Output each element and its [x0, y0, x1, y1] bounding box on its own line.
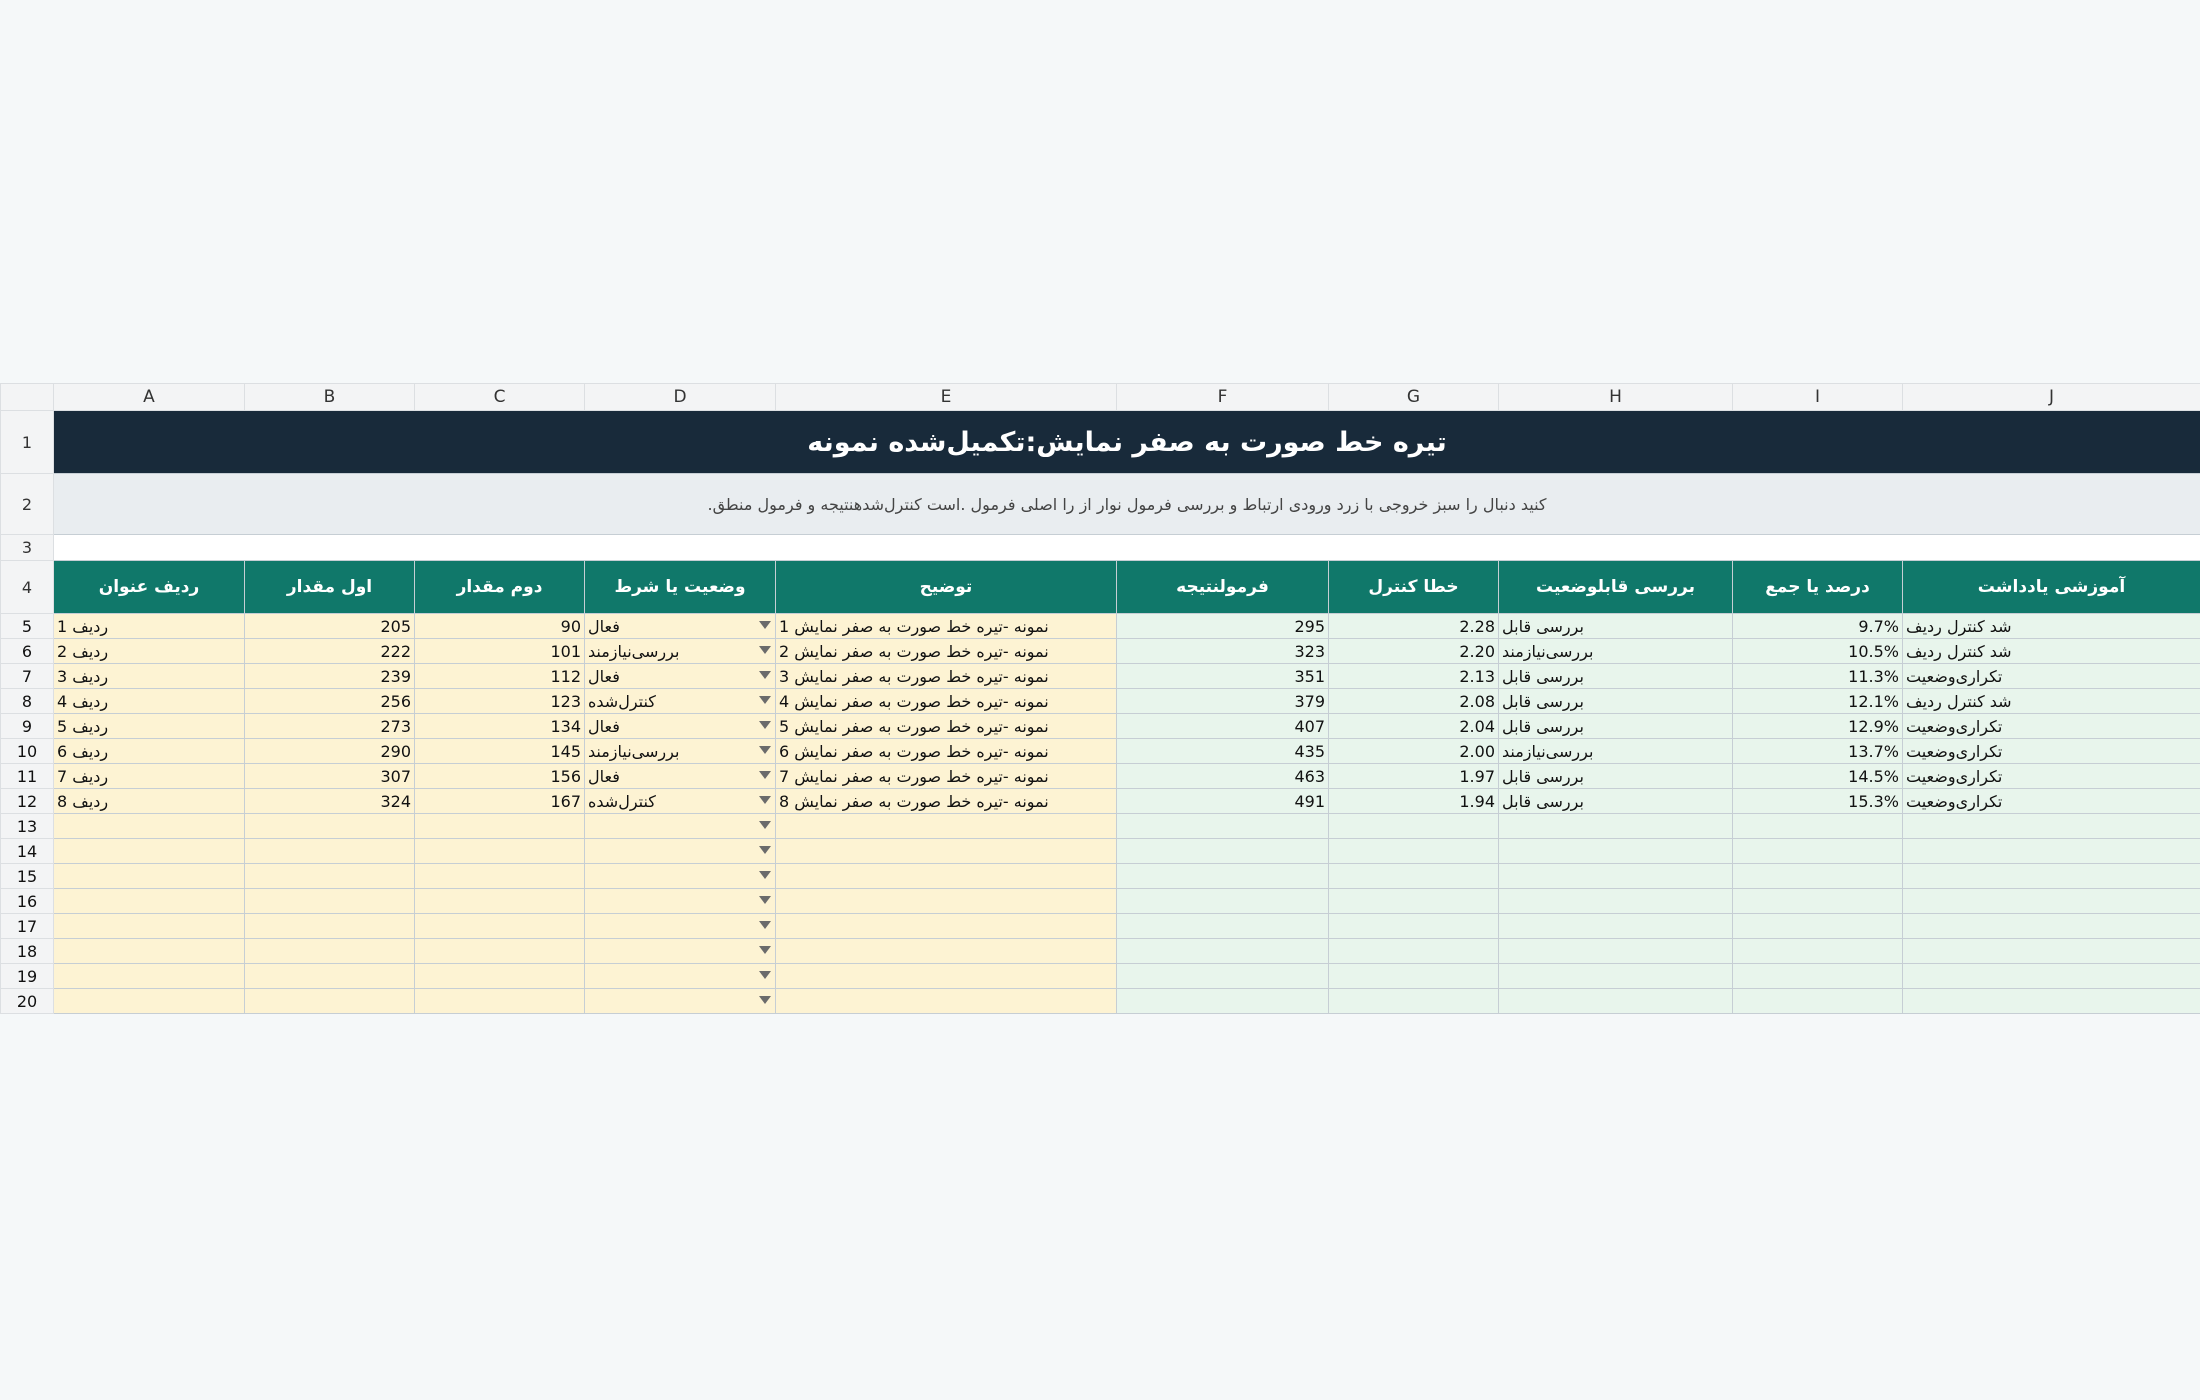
dropdown-value [585, 917, 588, 936]
table-row [1, 789, 2200, 814]
header-cell[interactable]: وضعیت یا شرط [585, 561, 776, 614]
dropdown-value [585, 992, 588, 1011]
description-cell[interactable] [776, 964, 1117, 989]
percent-cell[interactable] [1733, 964, 1903, 989]
header-cell[interactable]: توضیح [776, 561, 1117, 614]
row-title-cell[interactable]: ردیف 6 [54, 739, 245, 764]
column-header-i[interactable]: I [1733, 384, 1903, 411]
second-value-cell[interactable] [415, 889, 585, 914]
status-dropdown-cell[interactable] [585, 789, 776, 814]
dropdown-value: فعال [588, 716, 620, 736]
review-status-cell[interactable]: بررسی‌نیازمند [1499, 639, 1733, 664]
second-value-cell[interactable]: 101 [415, 639, 585, 664]
formula-result-cell[interactable]: 491 [1117, 789, 1329, 814]
review-status-cell[interactable] [1499, 964, 1733, 989]
error-check-cell[interactable]: 1.94 [1329, 789, 1499, 814]
description-cell[interactable]: 1 نمونه -تیره خط صورت به صفر نمایش [776, 614, 1117, 639]
error-check-cell[interactable] [1329, 814, 1499, 839]
description-cell[interactable] [776, 989, 1117, 1014]
dropdown-arrow-icon[interactable] [759, 871, 771, 879]
note-cell[interactable] [1903, 864, 2200, 889]
error-check-cell[interactable] [1329, 839, 1499, 864]
header-cell[interactable]: خطا کنترل [1329, 561, 1499, 614]
first-value-cell[interactable] [245, 964, 415, 989]
description-cell[interactable]: 2 نمونه -تیره خط صورت به صفر نمایش [776, 639, 1117, 664]
empty-row [1, 964, 2200, 989]
status-dropdown-cell[interactable] [585, 839, 776, 864]
second-value-cell[interactable] [415, 814, 585, 839]
table-row [1, 689, 2200, 714]
formula-result-cell[interactable]: 379 [1117, 689, 1329, 714]
note-cell[interactable]: شد کنترل ردیف [1903, 639, 2200, 664]
second-value-cell[interactable]: 145 [415, 739, 585, 764]
second-value-cell[interactable] [415, 914, 585, 939]
header-cell[interactable]: اول مقدار [245, 561, 415, 614]
header-cell[interactable]: درصد یا جمع [1733, 561, 1903, 614]
column-header-f[interactable]: F [1117, 384, 1329, 411]
percent-cell[interactable]: 15.3% [1733, 789, 1903, 814]
percent-cell[interactable] [1733, 914, 1903, 939]
column-header-j[interactable]: J [1903, 384, 2200, 411]
error-check-cell[interactable] [1329, 864, 1499, 889]
dropdown-arrow-icon[interactable] [759, 671, 771, 679]
column-header-c[interactable]: C [415, 384, 585, 411]
row-title-cell[interactable]: ردیف 3 [54, 664, 245, 689]
row-title-cell[interactable] [54, 889, 245, 914]
review-status-cell[interactable]: بررسی قابل [1499, 714, 1733, 739]
second-value-cell[interactable] [415, 964, 585, 989]
formula-result-cell[interactable]: 435 [1117, 739, 1329, 764]
formula-result-cell[interactable]: 295 [1117, 614, 1329, 639]
first-value-cell[interactable] [245, 989, 415, 1014]
row-title-cell[interactable]: ردیف 1 [54, 614, 245, 639]
description-cell[interactable]: 8 نمونه -تیره خط صورت به صفر نمایش [776, 789, 1117, 814]
header-cell[interactable]: ردیف عنوان [54, 561, 245, 614]
row-number[interactable]: 11 [1, 764, 54, 789]
percent-cell[interactable] [1733, 939, 1903, 964]
row-number[interactable]: 2 [1, 474, 54, 535]
dropdown-value: فعال [588, 766, 620, 786]
empty-row [1, 839, 2200, 864]
status-dropdown-cell[interactable] [585, 939, 776, 964]
first-value-cell[interactable]: 307 [245, 764, 415, 789]
row-title-cell[interactable] [54, 989, 245, 1014]
column-header-g[interactable]: G [1329, 384, 1499, 411]
status-dropdown-cell[interactable] [585, 989, 776, 1014]
formula-result-cell[interactable] [1117, 864, 1329, 889]
formula-result-cell[interactable] [1117, 914, 1329, 939]
first-value-cell[interactable] [245, 839, 415, 864]
first-value-cell[interactable]: 205 [245, 614, 415, 639]
second-value-cell[interactable]: 156 [415, 764, 585, 789]
formula-result-cell[interactable]: 463 [1117, 764, 1329, 789]
table-row [1, 614, 2200, 639]
row-title-cell[interactable]: ردیف 7 [54, 764, 245, 789]
row-title-cell[interactable] [54, 939, 245, 964]
first-value-cell[interactable] [245, 889, 415, 914]
percent-cell[interactable]: 12.9% [1733, 714, 1903, 739]
description-cell[interactable]: 3 نمونه -تیره خط صورت به صفر نمایش [776, 664, 1117, 689]
review-status-cell[interactable]: بررسی قابل [1499, 689, 1733, 714]
row-number[interactable]: 3 [1, 535, 54, 561]
second-value-cell[interactable]: 123 [415, 689, 585, 714]
row-number[interactable]: 14 [1, 839, 54, 864]
blank-row [1, 535, 2200, 561]
error-check-cell[interactable] [1329, 964, 1499, 989]
first-value-cell[interactable]: 239 [245, 664, 415, 689]
header-cell[interactable]: فرمولنتیجه [1117, 561, 1329, 614]
formula-result-cell[interactable]: 323 [1117, 639, 1329, 664]
row-title-cell[interactable] [54, 914, 245, 939]
note-cell[interactable]: تکراری‌وضعیت [1903, 789, 2200, 814]
dropdown-arrow-icon[interactable] [759, 621, 771, 629]
row-number[interactable]: 13 [1, 814, 54, 839]
second-value-cell[interactable]: 112 [415, 664, 585, 689]
status-dropdown-cell[interactable] [585, 964, 776, 989]
note-cell[interactable] [1903, 914, 2200, 939]
status-dropdown-cell[interactable] [585, 764, 776, 789]
empty-row [1, 939, 2200, 964]
empty-row [1, 814, 2200, 839]
row-number[interactable]: 16 [1, 889, 54, 914]
description-cell[interactable] [776, 914, 1117, 939]
dropdown-value: فعال [588, 616, 620, 636]
empty-row [1, 864, 2200, 889]
formula-result-cell[interactable] [1117, 839, 1329, 864]
description-cell[interactable]: 7 نمونه -تیره خط صورت به صفر نمایش [776, 764, 1117, 789]
subtitle-row [1, 474, 2200, 535]
percent-cell[interactable]: 13.7% [1733, 739, 1903, 764]
first-value-cell[interactable] [245, 914, 415, 939]
empty-row [1, 914, 2200, 939]
review-status-cell[interactable] [1499, 914, 1733, 939]
spreadsheet [0, 383, 2200, 1014]
status-dropdown-cell[interactable] [585, 864, 776, 889]
blank-cell[interactable] [54, 535, 2200, 561]
description-cell[interactable]: 6 نمونه -تیره خط صورت به صفر نمایش [776, 739, 1117, 764]
row-number[interactable]: 5 [1, 614, 54, 639]
row-title-cell[interactable] [54, 839, 245, 864]
percent-cell[interactable] [1733, 889, 1903, 914]
row-number[interactable]: 12 [1, 789, 54, 814]
error-check-cell[interactable] [1329, 914, 1499, 939]
table-row [1, 739, 2200, 764]
formula-result-cell[interactable]: 351 [1117, 664, 1329, 689]
formula-result-cell[interactable]: 407 [1117, 714, 1329, 739]
review-status-cell[interactable] [1499, 989, 1733, 1014]
note-cell[interactable] [1903, 989, 2200, 1014]
column-header-e[interactable]: E [776, 384, 1117, 411]
dropdown-value: کنترل‌شده [588, 691, 656, 711]
formula-result-cell[interactable] [1117, 889, 1329, 914]
status-dropdown-cell[interactable] [585, 914, 776, 939]
row-number[interactable]: 15 [1, 864, 54, 889]
percent-cell[interactable]: 12.1% [1733, 689, 1903, 714]
description-cell[interactable] [776, 814, 1117, 839]
dropdown-value: فعال [588, 666, 620, 686]
second-value-cell[interactable] [415, 839, 585, 864]
row-title-cell[interactable] [54, 864, 245, 889]
row-number[interactable]: 17 [1, 914, 54, 939]
review-status-cell[interactable] [1499, 814, 1733, 839]
status-dropdown-cell[interactable] [585, 814, 776, 839]
note-cell[interactable]: تکراری‌وضعیت [1903, 664, 2200, 689]
review-status-cell[interactable]: بررسی قابل [1499, 664, 1733, 689]
dropdown-value [585, 817, 588, 836]
second-value-cell[interactable] [415, 989, 585, 1014]
note-cell[interactable] [1903, 964, 2200, 989]
error-check-cell[interactable]: 2.13 [1329, 664, 1499, 689]
second-value-cell[interactable] [415, 864, 585, 889]
column-header-b[interactable]: B [245, 384, 415, 411]
note-cell[interactable]: شد کنترل ردیف [1903, 689, 2200, 714]
dropdown-arrow-icon[interactable] [759, 771, 771, 779]
row-number[interactable]: 4 [1, 561, 54, 614]
row-number[interactable]: 6 [1, 639, 54, 664]
row-number[interactable]: 19 [1, 964, 54, 989]
table-row [1, 639, 2200, 664]
dropdown-arrow-icon[interactable] [759, 846, 771, 854]
percent-cell[interactable]: 10.5% [1733, 639, 1903, 664]
dropdown-arrow-icon[interactable] [759, 696, 771, 704]
note-cell[interactable]: تکراری‌وضعیت [1903, 714, 2200, 739]
dropdown-arrow-icon[interactable] [759, 946, 771, 954]
sheet-subtitle[interactable]: .کنید دنبال را سبز خروجی با زرد ورودی ارتباط و بررسی فرمول نوار از را اصلی فرمول .است کنترل‌شدهنتیجه و فرمول منطق [54, 474, 2200, 535]
percent-cell[interactable] [1733, 864, 1903, 889]
row-title-cell[interactable]: ردیف 4 [54, 689, 245, 714]
dropdown-arrow-icon[interactable] [759, 896, 771, 904]
status-dropdown-cell[interactable] [585, 739, 776, 764]
row-number[interactable]: 10 [1, 739, 54, 764]
error-check-cell[interactable] [1329, 939, 1499, 964]
error-check-cell[interactable]: 2.00 [1329, 739, 1499, 764]
row-number[interactable]: 7 [1, 664, 54, 689]
description-cell[interactable]: 4 نمونه -تیره خط صورت به صفر نمایش [776, 689, 1117, 714]
second-value-cell[interactable]: 90 [415, 614, 585, 639]
row-title-cell[interactable] [54, 964, 245, 989]
description-cell[interactable] [776, 839, 1117, 864]
sheet-title[interactable]: تیره خط صورت به صفر نمایش:تکمیل‌شده نمونه [54, 411, 2200, 474]
formula-result-cell[interactable] [1117, 964, 1329, 989]
error-check-cell[interactable]: 1.97 [1329, 764, 1499, 789]
first-value-cell[interactable]: 222 [245, 639, 415, 664]
row-number[interactable]: 1 [1, 411, 54, 474]
dropdown-arrow-icon[interactable] [759, 921, 771, 929]
note-cell[interactable]: تکراری‌وضعیت [1903, 764, 2200, 789]
description-cell[interactable] [776, 889, 1117, 914]
review-status-cell[interactable] [1499, 839, 1733, 864]
review-status-cell[interactable]: بررسی قابل [1499, 789, 1733, 814]
error-check-cell[interactable] [1329, 889, 1499, 914]
status-dropdown-cell[interactable] [585, 639, 776, 664]
formula-result-cell[interactable] [1117, 814, 1329, 839]
note-cell[interactable] [1903, 814, 2200, 839]
first-value-cell[interactable] [245, 814, 415, 839]
row-number[interactable]: 18 [1, 939, 54, 964]
review-status-cell[interactable]: بررسی قابل [1499, 614, 1733, 639]
review-status-cell[interactable] [1499, 864, 1733, 889]
header-cell[interactable]: بررسی قابلوضعیت [1499, 561, 1733, 614]
first-value-cell[interactable]: 290 [245, 739, 415, 764]
error-check-cell[interactable] [1329, 989, 1499, 1014]
first-value-cell[interactable]: 324 [245, 789, 415, 814]
percent-cell[interactable]: 9.7% [1733, 614, 1903, 639]
table-row [1, 714, 2200, 739]
row-title-cell[interactable]: ردیف 8 [54, 789, 245, 814]
dropdown-arrow-icon[interactable] [759, 721, 771, 729]
dropdown-arrow-icon[interactable] [759, 646, 771, 654]
table-row [1, 764, 2200, 789]
first-value-cell[interactable]: 273 [245, 714, 415, 739]
first-value-cell[interactable] [245, 864, 415, 889]
review-status-cell[interactable] [1499, 939, 1733, 964]
percent-cell[interactable] [1733, 989, 1903, 1014]
dropdown-value: کنترل‌شده [588, 791, 656, 811]
dropdown-arrow-icon[interactable] [759, 746, 771, 754]
row-number[interactable]: 8 [1, 689, 54, 714]
table-header-row [1, 561, 2200, 614]
status-dropdown-cell[interactable] [585, 714, 776, 739]
status-dropdown-cell[interactable] [585, 664, 776, 689]
sheet-grid [0, 383, 2200, 1014]
dropdown-arrow-icon[interactable] [759, 796, 771, 804]
description-cell[interactable]: 5 نمونه -تیره خط صورت به صفر نمایش [776, 714, 1117, 739]
note-cell[interactable]: تکراری‌وضعیت [1903, 739, 2200, 764]
second-value-cell[interactable]: 167 [415, 789, 585, 814]
status-dropdown-cell[interactable] [585, 689, 776, 714]
dropdown-value [585, 842, 588, 861]
percent-cell[interactable] [1733, 839, 1903, 864]
dropdown-value [585, 867, 588, 886]
first-value-cell[interactable]: 256 [245, 689, 415, 714]
column-header-d[interactable]: D [585, 384, 776, 411]
row-title-cell[interactable] [54, 814, 245, 839]
status-dropdown-cell[interactable] [585, 614, 776, 639]
second-value-cell[interactable]: 134 [415, 714, 585, 739]
second-value-cell[interactable] [415, 939, 585, 964]
dropdown-arrow-icon[interactable] [759, 971, 771, 979]
percent-cell[interactable] [1733, 814, 1903, 839]
status-dropdown-cell[interactable] [585, 889, 776, 914]
title-row [1, 411, 2200, 474]
row-number[interactable]: 9 [1, 714, 54, 739]
first-value-cell[interactable] [245, 939, 415, 964]
dropdown-value: بررسی‌نیازمند [588, 641, 680, 661]
formula-result-cell[interactable] [1117, 989, 1329, 1014]
dropdown-arrow-icon[interactable] [759, 821, 771, 829]
row-title-cell[interactable]: ردیف 2 [54, 639, 245, 664]
description-cell[interactable] [776, 864, 1117, 889]
header-cell[interactable]: آموزشی یادداشت [1903, 561, 2200, 614]
dropdown-value: بررسی‌نیازمند [588, 741, 680, 761]
empty-row [1, 889, 2200, 914]
dropdown-value [585, 892, 588, 911]
dropdown-arrow-icon[interactable] [759, 996, 771, 1004]
error-check-cell[interactable]: 2.08 [1329, 689, 1499, 714]
select-all-corner[interactable] [1, 384, 54, 411]
note-cell[interactable] [1903, 889, 2200, 914]
note-cell[interactable] [1903, 839, 2200, 864]
error-check-cell[interactable]: 2.28 [1329, 614, 1499, 639]
error-check-cell[interactable]: 2.04 [1329, 714, 1499, 739]
column-header-h[interactable]: H [1499, 384, 1733, 411]
dropdown-value [585, 967, 588, 986]
table-row [1, 664, 2200, 689]
description-cell[interactable] [776, 939, 1117, 964]
note-cell[interactable] [1903, 939, 2200, 964]
error-check-cell[interactable]: 2.20 [1329, 639, 1499, 664]
review-status-cell[interactable] [1499, 889, 1733, 914]
formula-result-cell[interactable] [1117, 939, 1329, 964]
column-header-row [1, 384, 2200, 411]
row-title-cell[interactable]: ردیف 5 [54, 714, 245, 739]
review-status-cell[interactable]: بررسی‌نیازمند [1499, 739, 1733, 764]
percent-cell[interactable]: 14.5% [1733, 764, 1903, 789]
header-cell[interactable]: دوم مقدار [415, 561, 585, 614]
empty-row [1, 989, 2200, 1014]
review-status-cell[interactable]: بررسی قابل [1499, 764, 1733, 789]
column-header-a[interactable]: A [54, 384, 245, 411]
row-number[interactable]: 20 [1, 989, 54, 1014]
percent-cell[interactable]: 11.3% [1733, 664, 1903, 689]
note-cell[interactable]: شد کنترل ردیف [1903, 614, 2200, 639]
dropdown-value [585, 942, 588, 961]
